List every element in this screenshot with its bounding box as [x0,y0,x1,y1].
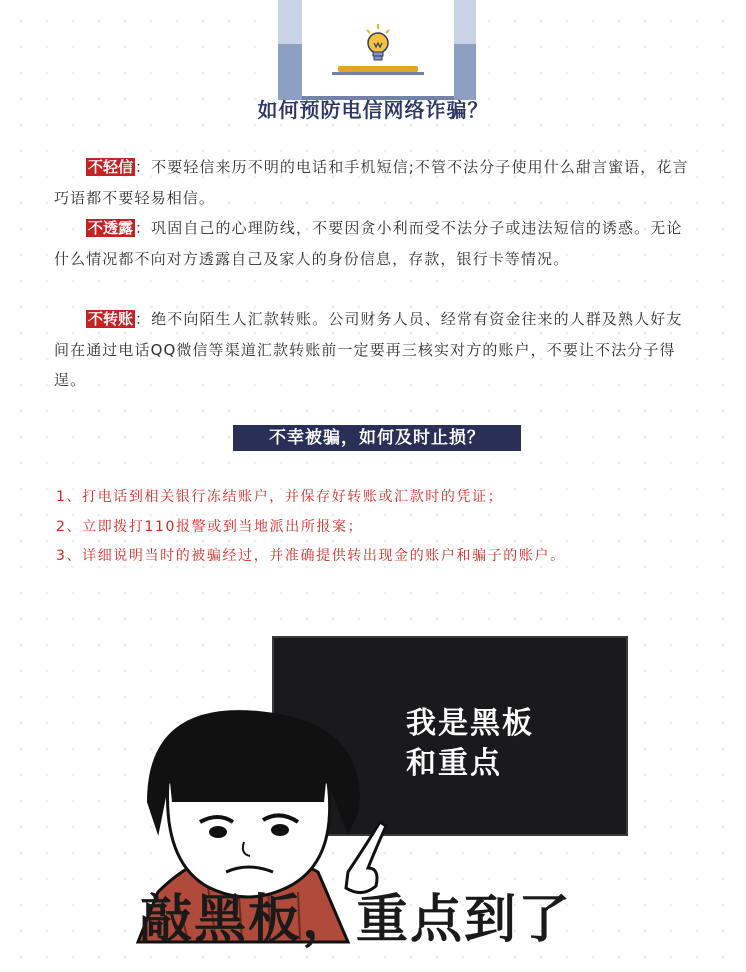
tip-text: ：绝不向陌生人汇款转账。公司财务人员、经常有资金往来的人群及熟人好友间在通过电话QQ微信等渠道汇款转账前一定要再三核实对方的账户，不要让不法分子得逞。 [54,310,683,389]
meme-caption: 敲黑板，重点到了 [140,890,573,950]
illustration-card [302,0,454,100]
header-illustration [278,0,476,100]
list-item: 1、打电话到相关银行冻结账户，并保存好转账或汇款时的凭证； [56,489,504,505]
lightbulb-icon [364,22,392,72]
illustration-panel-right-top [454,0,476,44]
illustration-base-shadow [332,72,424,75]
illustration-panel-left-top [278,0,302,44]
blackboard-line: 我是黑板 [406,706,534,741]
page-title: 如何预防电信网络诈骗？ [257,98,489,122]
tip-tag: 不转账 [88,310,134,328]
list-item: 3、详细说明当时的被骗经过，并准确提供转出现金的账户和骗子的账户。 [56,548,566,564]
tip-text: ：巩固自己的心理防线，不要因贪小利而受不法分子或违法短信的诱惑。无论什么情况都不向对方透露自己及家人的身份信息，存款，银行卡等情况。 [54,219,683,268]
list-item: 2、立即拨打110报警或到当地派出所报案； [56,518,364,535]
tip-paragraph [54,213,696,274]
blackboard-text [406,704,534,784]
tip-text: ：不要轻信来历不明的电话和手机短信;不管不法分子使用什么甜言蜜语，花言巧语都不要轻易相信。 [54,158,689,207]
tip-paragraph [54,304,696,396]
tip-paragraph [54,152,696,213]
loss-prevention-steps [56,483,566,572]
section-heading-banner: 不幸被骗，如何及时止损？ [233,425,521,451]
blackboard-line: 和重点 [406,746,502,781]
tip-tag: 不透露 [88,219,134,237]
tip-tag: 不轻信 [88,158,134,176]
